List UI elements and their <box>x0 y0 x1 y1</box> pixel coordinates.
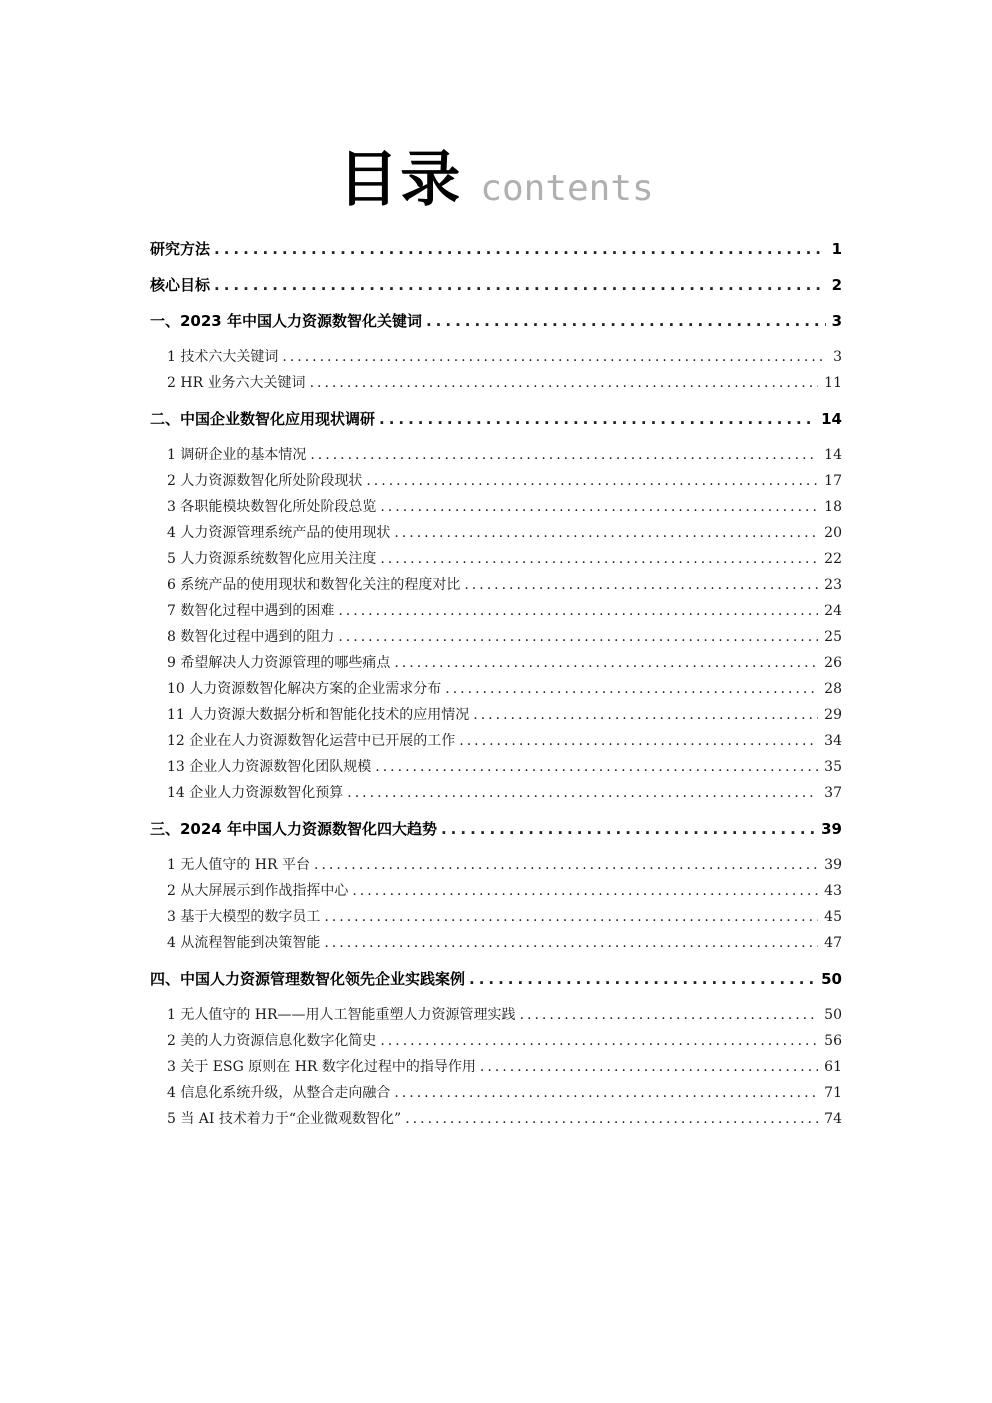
toc-page-number: 11 <box>824 375 842 391</box>
toc-page-number: 28 <box>824 681 842 697</box>
toc-page-number: 20 <box>824 525 842 541</box>
toc-entry-label: 4 从流程智能到决策智能 <box>167 935 321 951</box>
toc-page-number: 3 <box>833 349 842 365</box>
toc-leader-dots <box>445 681 818 697</box>
toc-page-number: 22 <box>824 551 842 567</box>
toc-page-number: 74 <box>824 1111 842 1127</box>
toc-entry-label: 3 关于 ESG 原则在 HR 数字化过程中的指导作用 <box>167 1059 476 1075</box>
toc-leader-dots <box>310 375 819 391</box>
toc-leader-dots <box>405 1111 818 1127</box>
toc-page-number: 3 <box>831 312 842 330</box>
toc-page-number: 47 <box>824 935 842 951</box>
toc-leader-dots <box>214 276 826 294</box>
toc-section-entry[interactable] <box>150 968 842 989</box>
toc-title-sub: contents <box>480 168 654 209</box>
toc-leader-dots <box>480 1059 818 1075</box>
toc-entry-label: 四、中国人力资源管理数智化领先企业实践案例 <box>150 970 466 988</box>
toc-entry-label: 14 企业人力资源数智化预算 <box>167 785 344 801</box>
toc-page-number: 37 <box>824 785 842 801</box>
toc-leader-dots <box>314 857 818 873</box>
toc-leader-dots <box>394 655 818 671</box>
toc-subsection-entry[interactable] <box>167 444 842 464</box>
toc-section-entry[interactable] <box>150 408 842 429</box>
toc-subsection-entry[interactable] <box>167 372 842 392</box>
toc-leader-dots <box>310 447 818 463</box>
toc-leader-dots <box>520 1007 819 1023</box>
toc-subsection-entry[interactable] <box>167 1108 842 1128</box>
toc-leader-dots <box>464 577 818 593</box>
toc-entry-label: 核心目标 <box>150 276 211 294</box>
toc-page-number: 45 <box>824 909 842 925</box>
toc-section-entry[interactable] <box>150 238 842 259</box>
toc-leader-dots <box>324 935 818 951</box>
toc-entry-label: 二、中国企业数智化应用现状调研 <box>150 410 376 428</box>
toc-entry-label: 7 数智化过程中遇到的困难 <box>167 603 335 619</box>
toc-section-entry[interactable] <box>150 310 842 331</box>
toc-page-number: 25 <box>824 629 842 645</box>
toc-leader-dots <box>380 551 818 567</box>
toc-entry-label: 5 人力资源系统数智化应用关注度 <box>167 551 377 567</box>
toc-leader-dots <box>473 707 818 723</box>
toc-page-number: 34 <box>824 733 842 749</box>
toc-page-number: 56 <box>824 1033 842 1049</box>
toc-leader-dots <box>375 759 818 775</box>
toc-leader-dots <box>459 733 818 749</box>
toc-entry-label: 1 调研企业的基本情况 <box>167 447 307 463</box>
toc-subsection-entry[interactable] <box>167 652 842 672</box>
toc-page-number: 61 <box>824 1059 842 1075</box>
toc-page-number: 71 <box>824 1085 842 1101</box>
toc-subsection-entry[interactable] <box>167 1056 842 1076</box>
toc-subsection-entry[interactable] <box>167 496 842 516</box>
toc-entry-label: 12 企业在人力资源数智化运营中已开展的工作 <box>167 733 456 749</box>
toc-entry-label: 11 人力资源大数据分析和智能化技术的应用情况 <box>167 707 470 723</box>
toc-title <box>0 132 992 218</box>
toc-subsection-entry[interactable] <box>167 678 842 698</box>
toc-leader-dots <box>214 240 826 258</box>
toc-leader-dots <box>338 629 818 645</box>
toc-leader-dots <box>380 499 818 515</box>
toc-subsection-entry[interactable] <box>167 600 842 620</box>
toc-entry-label: 2 美的人力资源信息化数字化简史 <box>167 1033 377 1049</box>
toc-entry-label: 三、2024 年中国人力资源数智化四大趋势 <box>150 820 437 838</box>
toc-leader-dots <box>324 909 818 925</box>
toc-page-number: 1 <box>831 240 842 258</box>
toc-leader-dots <box>282 349 827 365</box>
toc-page-number: 18 <box>824 499 842 515</box>
toc-subsection-entry[interactable] <box>167 626 842 646</box>
toc-entry-label: 2 人力资源数智化所处阶段现状 <box>167 473 363 489</box>
toc-subsection-entry[interactable] <box>167 1004 842 1024</box>
toc-subsection-entry[interactable] <box>167 1030 842 1050</box>
toc-entry-label: 8 数智化过程中遇到的阻力 <box>167 629 335 645</box>
toc-subsection-entry[interactable] <box>167 548 842 568</box>
toc-page-number: 35 <box>824 759 842 775</box>
toc-leader-dots <box>347 785 818 801</box>
toc-section-entry[interactable] <box>150 274 842 295</box>
toc-page-number: 2 <box>831 276 842 294</box>
toc-entry-label: 5 当 AI 技术着力于“企业微观数智化” <box>167 1111 402 1127</box>
toc-leader-dots <box>469 970 815 988</box>
toc-subsection-entry[interactable] <box>167 470 842 490</box>
toc-subsection-entry[interactable] <box>167 932 842 952</box>
toc-page-number: 17 <box>824 473 842 489</box>
toc-leader-dots <box>426 312 826 330</box>
toc-page-number: 14 <box>824 447 842 463</box>
toc-leader-dots <box>441 820 815 838</box>
toc-page-number: 24 <box>824 603 842 619</box>
toc-page-number: 50 <box>821 970 842 988</box>
toc-leader-dots <box>394 525 818 541</box>
toc-page-number: 50 <box>824 1007 842 1023</box>
toc-subsection-entry[interactable] <box>167 704 842 724</box>
toc-entry-label: 1 无人值守的 HR 平台 <box>167 857 311 873</box>
toc-leader-dots <box>380 1033 818 1049</box>
toc-entry-label: 2 HR 业务六大关键词 <box>167 375 306 391</box>
toc-entry-label: 1 技术六大关键词 <box>167 349 279 365</box>
toc-page-number: 43 <box>824 883 842 899</box>
toc-title-main: 目录 <box>338 145 463 215</box>
toc-entry-label: 3 基于大模型的数字员工 <box>167 909 321 925</box>
toc-entry-label: 1 无人值守的 HR——用人工智能重塑人力资源管理实践 <box>167 1007 516 1023</box>
toc-entry-label: 2 从大屏展示到作战指挥中心 <box>167 883 349 899</box>
toc-entry-label: 3 各职能模块数智化所处阶段总览 <box>167 499 377 515</box>
toc-entry-label: 10 人力资源数智化解决方案的企业需求分布 <box>167 681 442 697</box>
toc-page-number: 29 <box>824 707 842 723</box>
toc-entry-label: 研究方法 <box>150 240 211 258</box>
toc-section-entry[interactable] <box>150 818 842 839</box>
toc-page-number: 39 <box>824 857 842 873</box>
toc-entry-label: 4 信息化系统升级，从整合走向融合 <box>167 1085 391 1101</box>
toc-page-number: 39 <box>821 820 842 838</box>
toc-entry-label: 9 希望解决人力资源管理的哪些痛点 <box>167 655 391 671</box>
toc-entry-label: 一、2023 年中国人力资源数智化关键词 <box>150 312 422 330</box>
toc-subsection-entry[interactable] <box>167 522 842 542</box>
toc-leader-dots <box>338 603 818 619</box>
toc-page-number: 26 <box>824 655 842 671</box>
toc-subsection-entry[interactable] <box>167 346 842 366</box>
toc-entry-label: 6 系统产品的使用现状和数智化关注的程度对比 <box>167 577 461 593</box>
toc-subsection-entry[interactable] <box>167 782 842 802</box>
toc-entry-label: 13 企业人力资源数智化团队规模 <box>167 759 372 775</box>
toc-subsection-entry[interactable] <box>167 756 842 776</box>
toc-page-number: 23 <box>824 577 842 593</box>
toc-page-number: 14 <box>821 410 842 428</box>
toc-leader-dots <box>366 473 818 489</box>
toc-subsection-entry[interactable] <box>167 854 842 874</box>
toc-subsection-entry[interactable] <box>167 880 842 900</box>
toc-subsection-entry[interactable] <box>167 1082 842 1102</box>
toc-subsection-entry[interactable] <box>167 574 842 594</box>
toc-entry-label: 4 人力资源管理系统产品的使用现状 <box>167 525 391 541</box>
toc-leader-dots <box>394 1085 818 1101</box>
toc-subsection-entry[interactable] <box>167 906 842 926</box>
toc-leader-dots <box>352 883 818 899</box>
toc-leader-dots <box>379 410 815 428</box>
toc-subsection-entry[interactable] <box>167 730 842 750</box>
